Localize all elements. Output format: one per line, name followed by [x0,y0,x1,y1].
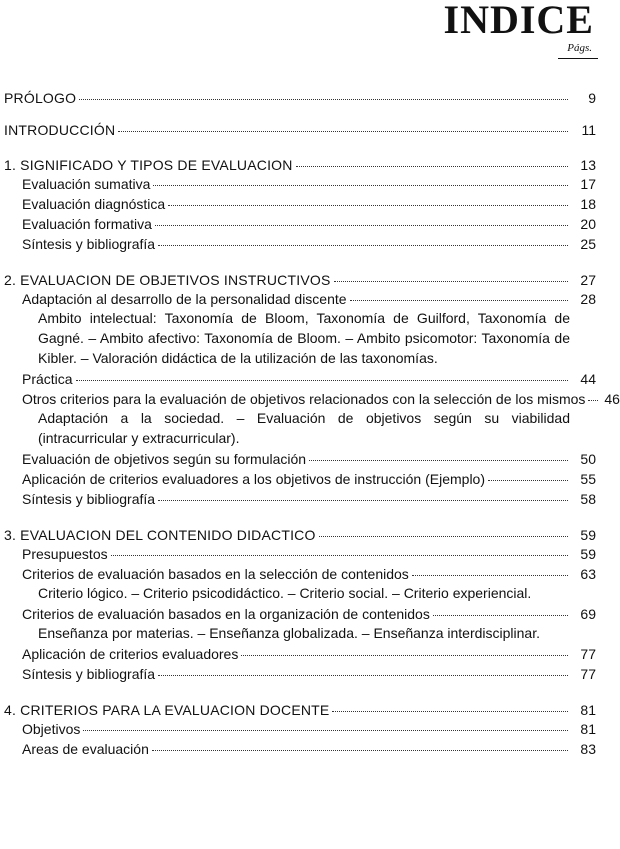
dot-leader [433,615,568,616]
dot-leader [332,711,568,712]
toc-entry-label: INTRODUCCIÓN [4,122,116,138]
toc-entry-criterios-seleccion[interactable] [0,565,600,583]
dot-leader [350,300,568,301]
toc-entry-evaluacion-formativa[interactable] [0,215,600,233]
toc-entry-page: 50 [580,451,596,467]
toc-entry-label: Evaluación sumativa [22,176,151,192]
toc-section-1[interactable] [0,157,600,173]
toc-entry-description: Adaptación a la sociedad. – Evaluación de objetivos según su viabilidad (intracurricular y extracurricular). [38,410,570,446]
toc-entry-adaptacion-personalidad[interactable] [0,290,600,308]
toc-entry-page: 17 [580,176,596,192]
dot-leader [153,185,568,186]
toc-entry-description: Ambito intelectual: Taxonomía de Bloom, Taxonomía de Guilford, Taxonomía de Gagné. – Ambito afectivo: Taxonomía de Bloom. – Ambito psicomotor: Taxonomía de Kibler. – Valoración didáctica de la utilización de las taxonomías. [38,310,570,366]
dot-leader [168,205,568,206]
toc-entry-label: 4. CRITERIOS PARA LA EVALUACION DOCENTE [4,702,330,718]
toc-entry-objetivos[interactable] [0,720,600,738]
toc-entry-page: 59 [580,546,596,562]
toc-entry-label: 2. EVALUACION DE OBJETIVOS INSTRUCTIVOS [4,272,331,288]
toc-section-3[interactable] [0,527,600,543]
toc-section-2[interactable] [0,272,600,288]
toc-entry-page: 69 [580,606,596,622]
toc-entry-page: 81 [580,702,596,718]
dot-leader [118,131,568,132]
toc-entry-label: Criterios de evaluación basados en la selección de contenidos [22,566,409,582]
toc-entry-label: Aplicación de criterios evaluadores [22,646,239,662]
toc-entry-introduccion[interactable] [0,122,600,138]
toc-entry-prologo[interactable] [0,90,600,106]
toc-entry-label: 3. EVALUACION DEL CONTENIDO DIDACTICO [4,527,316,543]
toc-entry-label: Evaluación de objetivos según su formulación [22,451,307,467]
toc-entry-label: Criterios de evaluación basados en la organización de contenidos [22,606,430,622]
toc-entry-description: Criterio lógico. – Criterio psicodidáctico. – Criterio social. – Criterio experiencial. [38,585,532,601]
toc-entry-label: Aplicación de criterios evaluadores a los objetivos de instrucción (Ejemplo) [22,471,486,487]
toc-section-4[interactable] [0,702,600,718]
toc-entry-criterios-organizacion[interactable] [0,605,600,623]
toc-entry-sintesis-2[interactable] [0,490,600,508]
toc-entry-practica[interactable] [0,370,600,388]
dot-leader [111,555,568,556]
toc-entry-page: 63 [580,566,596,582]
toc-entry-label: Otros criterios para la evaluación de objetivos relacionados con la selección de los mismos [22,391,586,407]
toc-entry-label: Adaptación al desarrollo de la personalidad discente [22,291,347,307]
toc-entry-page: 20 [580,216,596,232]
toc-entry-evaluacion-sumativa[interactable] [0,175,600,193]
toc-entry-aplicacion-criterios[interactable] [0,645,600,663]
toc-entry-label: Areas de evaluación [22,741,149,757]
toc-entry-page: 46 [604,391,620,407]
toc-entry-page: 81 [580,721,596,737]
toc-entry-areas-evaluacion[interactable] [0,740,600,758]
toc-entry-page: 25 [580,236,596,252]
toc-entry-page: 77 [580,646,596,662]
dot-leader [76,380,568,381]
dot-leader [319,536,568,537]
dot-leader [241,655,568,656]
dot-leader [83,730,568,731]
toc-entry-page: 55 [580,471,596,487]
toc-entry-aplicacion-objetivos[interactable] [0,470,600,488]
toc-entry-page: 58 [580,491,596,507]
toc-entry-page: 27 [580,272,596,288]
toc-entry-label: Presupuestos [22,546,108,562]
toc-entry-sintesis-3[interactable] [0,665,600,683]
dot-leader [158,500,568,501]
dot-leader [309,460,568,461]
toc-entry-page: 18 [580,196,596,212]
pages-label-rule [558,58,598,59]
toc-entry-label: Síntesis y bibliografía [22,666,156,682]
dot-leader [79,99,568,100]
toc-entry-page: 44 [580,371,596,387]
toc-entry-label: Evaluación formativa [22,216,152,232]
toc-entry-label: Síntesis y bibliografía [22,491,156,507]
table-of-contents [0,82,620,758]
dot-leader [155,225,568,226]
dot-leader [334,281,569,282]
toc-entry-page: 11 [581,122,596,138]
toc-entry-page: 77 [580,666,596,682]
dot-leader [158,245,568,246]
toc-entry-sintesis-1[interactable] [0,235,600,253]
toc-entry-page: 83 [580,741,596,757]
toc-entry-page: 59 [580,527,596,543]
dot-leader [152,750,568,751]
dot-leader [488,480,568,481]
toc-entry-label: PRÓLOGO [4,90,77,106]
page-title: INDICE [443,0,594,42]
toc-entry-label: Síntesis y bibliografía [22,236,156,252]
toc-entry-presupuestos[interactable] [0,545,600,563]
toc-entry-page: 28 [580,291,596,307]
toc-entry-evaluacion-formulacion[interactable] [0,450,600,468]
dot-leader [296,166,568,167]
toc-entry-label: Evaluación diagnóstica [22,196,166,212]
toc-entry-page: 13 [580,157,596,173]
toc-entry-label: 1. SIGNIFICADO Y TIPOS DE EVALUACION [4,157,293,173]
toc-entry-label: Práctica [22,371,73,387]
toc-entry-page: 9 [588,90,596,106]
pages-column-label: Págs. [567,42,592,54]
toc-entry-evaluacion-diagnostica[interactable] [0,195,600,213]
dot-leader [412,575,568,576]
dot-leader [588,400,598,401]
toc-entry-otros-criterios[interactable] [0,390,620,408]
dot-leader [158,675,568,676]
toc-entry-label: Objetivos [22,721,81,737]
toc-entry-description: Enseñanza por materias. – Enseñanza globalizada. – Enseñanza interdisciplinar. [38,625,540,641]
